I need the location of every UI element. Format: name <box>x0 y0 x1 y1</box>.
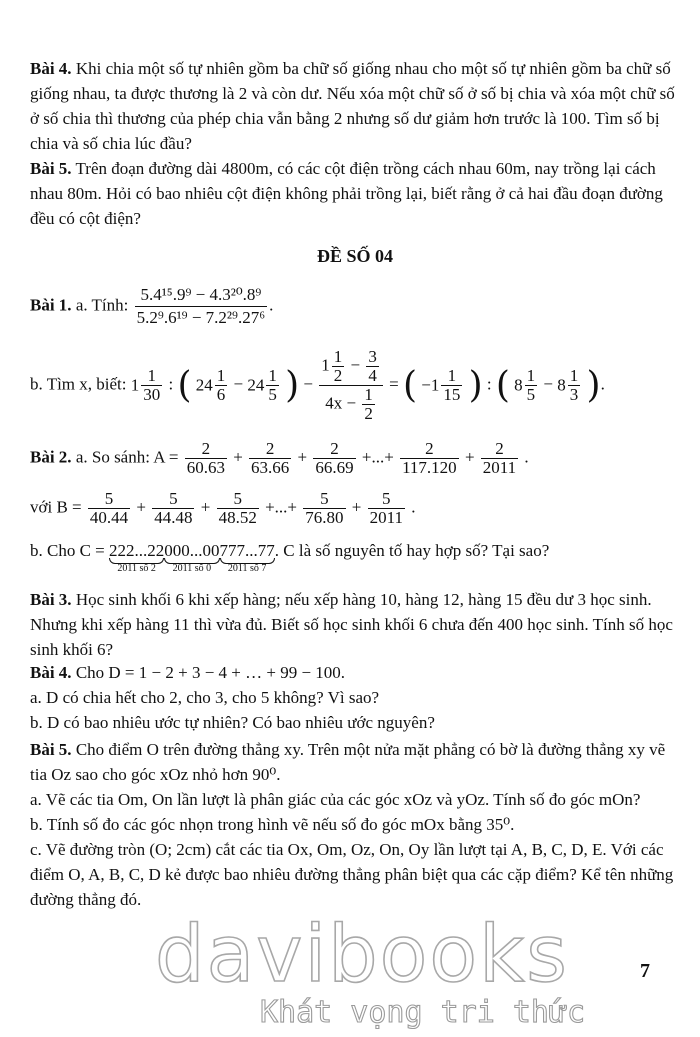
denominator: 5.2⁹.6¹⁹ − 7.2²⁹.27⁶ <box>136 308 266 327</box>
paren-open: ( <box>177 365 192 406</box>
denominator: 44.48 <box>154 508 193 527</box>
operator: + <box>136 497 146 517</box>
fraction <box>366 348 379 385</box>
watermark-logo: davibooks <box>155 910 569 1000</box>
numerator: 5 <box>303 490 345 509</box>
whole: 24 <box>247 375 265 395</box>
exercise-4 <box>30 660 680 735</box>
whole: 1 <box>321 355 330 375</box>
denominator: 76.80 <box>305 508 344 527</box>
operator: − <box>233 374 244 394</box>
fraction <box>332 348 345 385</box>
numerator: 2 <box>249 440 291 459</box>
denominator: 60.63 <box>186 458 225 477</box>
mixed-number <box>131 367 165 404</box>
exercise-3 <box>30 587 680 662</box>
fraction <box>362 386 375 423</box>
denominator <box>319 386 383 423</box>
exercise-5c: c. Vẽ đường tròn (O; 2cm) cắt các tia Ox, Om, Oz, On, Oy lần lượt tại A, B, C, D, E. Với các điểm O, A, B, C, D kẻ được bao nhiêu đường thẳng phân biệt qua các cặp điểm? Kể tên những đường thẳng đó. <box>30 840 674 909</box>
operator: + <box>351 497 362 517</box>
exercise-text: Cho điểm O trên đường thẳng xy. Trên một nửa mặt phẳng có bờ là đường thẳng xy vẽ tia Oz sao cho góc xOz nhỏ hơn 90⁰. <box>30 740 666 784</box>
exercise-label: Bài 5. <box>30 159 72 178</box>
numerator: 1 <box>569 366 579 385</box>
exercise-label: Bài 2. <box>30 447 72 467</box>
digit-group <box>164 541 220 574</box>
denominator: 15 <box>443 385 461 404</box>
exercise-text: với B = <box>30 497 86 517</box>
fraction <box>266 367 279 404</box>
fraction <box>215 367 228 404</box>
paren-close: ) <box>285 365 300 406</box>
paren-close: ) <box>586 365 601 406</box>
fraction <box>441 367 462 404</box>
operator: : <box>168 374 174 394</box>
whole: 24 <box>195 375 213 395</box>
fraction <box>400 440 459 477</box>
numerator: 5 <box>368 490 405 509</box>
denominator: 5 <box>526 385 536 404</box>
numerator: 1 <box>268 366 277 385</box>
denominator: 63.66 <box>251 458 290 477</box>
exercise-label: Bài 3. <box>30 590 72 609</box>
denominator: 117.120 <box>402 458 457 477</box>
operator: + <box>233 447 243 467</box>
denominator: 6 <box>216 385 226 404</box>
period: . <box>524 447 529 467</box>
numerator: 1 <box>364 385 373 404</box>
exercise-label: Bài 4. <box>30 663 72 682</box>
exercise-5 <box>30 737 680 912</box>
denominator: 5 <box>268 385 277 404</box>
fraction <box>525 367 538 404</box>
denominator: 4 <box>368 366 377 385</box>
exercise-label: Bài 4. <box>30 59 72 78</box>
whole: 1 <box>130 375 140 395</box>
brace-label: 2011 số 2 <box>117 563 156 574</box>
mixed-number <box>557 367 582 404</box>
numerator: 3 <box>368 347 377 366</box>
operator: + <box>297 447 308 467</box>
exercise-1b <box>30 348 680 423</box>
numerator: 1 <box>441 367 462 386</box>
mixed-number <box>247 367 281 404</box>
exercise-text: Khi chia một số tự nhiên gồm ba chữ số giống nhau cho một số tự nhiên gồm ba chữ số giống nhau, ta được thương là 2 và còn dư. Nếu xóa một chữ số ở số bị chia và xóa một chữ số ở số chia thì thương của phép chia vẫn bằng 2 nhưng số dư giảm hơn trước là 100. Tìm số bị chia và số chia lúc đầu? <box>30 59 675 153</box>
fraction <box>303 490 345 527</box>
brace-label: 2011 số 7 <box>227 563 267 574</box>
exercise-4a: a. D có chia hết cho 2, cho 3, cho 5 không? Vì sao? <box>30 688 380 707</box>
watermark-tagline: Khát vọng tri thức <box>260 995 586 1030</box>
operator: − <box>303 374 314 394</box>
exercise-text: Học sinh khối 6 khi xếp hàng; nếu xếp hàng 10, hàng 12, hàng 15 đều dư 3 học sinh. Nhưng khi xếp hàng 11 thì vừa đủ. Biết số học sinh khối 6 chưa đến 400 học sinh. Tính số học sinh khối 6? <box>30 590 673 659</box>
numerator: 2 <box>313 440 355 459</box>
exercise-5b: b. Tính số đo các góc nhọn trong hình vẽ nếu số đo góc mOx bằng 35⁰. <box>30 815 515 834</box>
numerator: 2 <box>185 440 227 459</box>
exercise-text: . C là số nguyên tố hay hợp số? Tại sao? <box>274 541 550 560</box>
paren-open: ( <box>402 365 417 406</box>
exercise-1a <box>30 284 680 329</box>
exercise-2a-B <box>30 490 680 527</box>
exercise-text: Trên đoạn đường dài 4800m, có các cột điện trồng cách nhau 60m, nay trồng lại cách nhau 80m. Hỏi có bao nhiêu cột điện không phải trồng lại, biết rằng ở cả hai đầu đoạn đường đều có cột điện? <box>30 159 663 228</box>
operator: + <box>464 447 475 467</box>
fraction <box>368 490 405 527</box>
mixed-number <box>196 367 230 404</box>
prev-exercise-4 <box>30 56 680 156</box>
period: . <box>600 374 605 394</box>
exercise-label: Bài 5. <box>30 740 72 759</box>
denominator: 30 <box>143 385 161 404</box>
numerator: 1 <box>141 367 162 386</box>
numerator: 5.4¹⁵.9⁹ − 4.3²⁰.8⁹ <box>135 284 268 307</box>
whole: −1 <box>421 375 440 395</box>
period: . <box>411 497 416 517</box>
denominator: 48.52 <box>218 508 257 527</box>
paren-open: ( <box>495 365 510 406</box>
denominator: 66.69 <box>315 458 354 477</box>
page-number: 7 <box>640 960 650 982</box>
numerator: 1 $\frac{1}{2}$ − $\frac{3}{4}$ <box>319 348 383 386</box>
section-title: ĐỀ SỐ 04 <box>316 246 394 266</box>
numerator: 1 <box>333 347 343 366</box>
period: . <box>269 295 274 315</box>
fraction <box>568 367 581 404</box>
exercise-4b: b. D có bao nhiêu ước tự nhiên? Có bao nhiêu ước nguyên? <box>30 713 435 732</box>
mixed-number <box>514 367 539 404</box>
fraction <box>141 367 162 404</box>
whole: 8 <box>514 375 523 395</box>
denominator: 2011 <box>482 458 517 477</box>
digit-group <box>219 541 275 574</box>
fraction <box>152 490 194 527</box>
expr: 4x − <box>325 393 361 413</box>
operator: : <box>486 374 492 394</box>
numerator: 5 <box>217 490 259 509</box>
numerator: 1 <box>526 366 536 385</box>
operator: +...+ <box>265 497 298 517</box>
exercise-text: b. Cho C = <box>30 541 110 560</box>
numerator: 1 <box>216 366 226 385</box>
operator: − <box>543 374 554 394</box>
exercise-5a: a. Vẽ các tia Om, On lần lượt là phân giác của các góc xOz và yOz. Tính số đo góc mOn? <box>30 790 641 809</box>
digits: 000...00 <box>164 541 220 560</box>
numerator: 2 <box>400 440 459 459</box>
fraction <box>249 440 291 477</box>
mixed-number <box>421 367 464 404</box>
operator: +...+ <box>361 447 394 467</box>
denominator: 2 <box>364 404 373 423</box>
equals: = <box>389 374 399 394</box>
numerator: 5 <box>152 490 194 509</box>
denominator: 2011 <box>369 508 403 527</box>
whole: 8 <box>557 375 566 395</box>
paren-close: ) <box>468 365 483 406</box>
exercise-text: a. So sánh: A = <box>71 447 183 467</box>
brace-label: 2011 số 0 <box>172 563 212 574</box>
exercise-2a <box>30 440 680 477</box>
exercise-2b <box>30 541 680 574</box>
fraction <box>88 490 130 527</box>
exercise-text: Cho D = 1 − 2 + 3 − 4 + … + 99 − 100. <box>71 663 346 682</box>
fraction <box>217 490 259 527</box>
fraction <box>135 284 268 329</box>
exercise-text: a. Tính: <box>71 295 133 315</box>
denominator: 2 <box>333 366 343 385</box>
fraction <box>481 440 518 477</box>
compound-fraction <box>319 348 383 423</box>
denominator: 3 <box>569 385 579 404</box>
digits: 222...22 <box>109 541 165 560</box>
digits: 777...77 <box>219 541 275 560</box>
digit-group <box>109 541 165 574</box>
operator: + <box>200 497 211 517</box>
numerator: 5 <box>88 490 130 509</box>
numerator: 2 <box>481 440 518 459</box>
exercise-text: b. Tìm x, biết: <box>30 374 131 394</box>
denominator: 40.44 <box>89 508 129 527</box>
fraction <box>313 440 355 477</box>
prev-exercise-5 <box>30 156 680 231</box>
fraction <box>185 440 227 477</box>
exercise-label: Bài 1. <box>30 295 72 315</box>
